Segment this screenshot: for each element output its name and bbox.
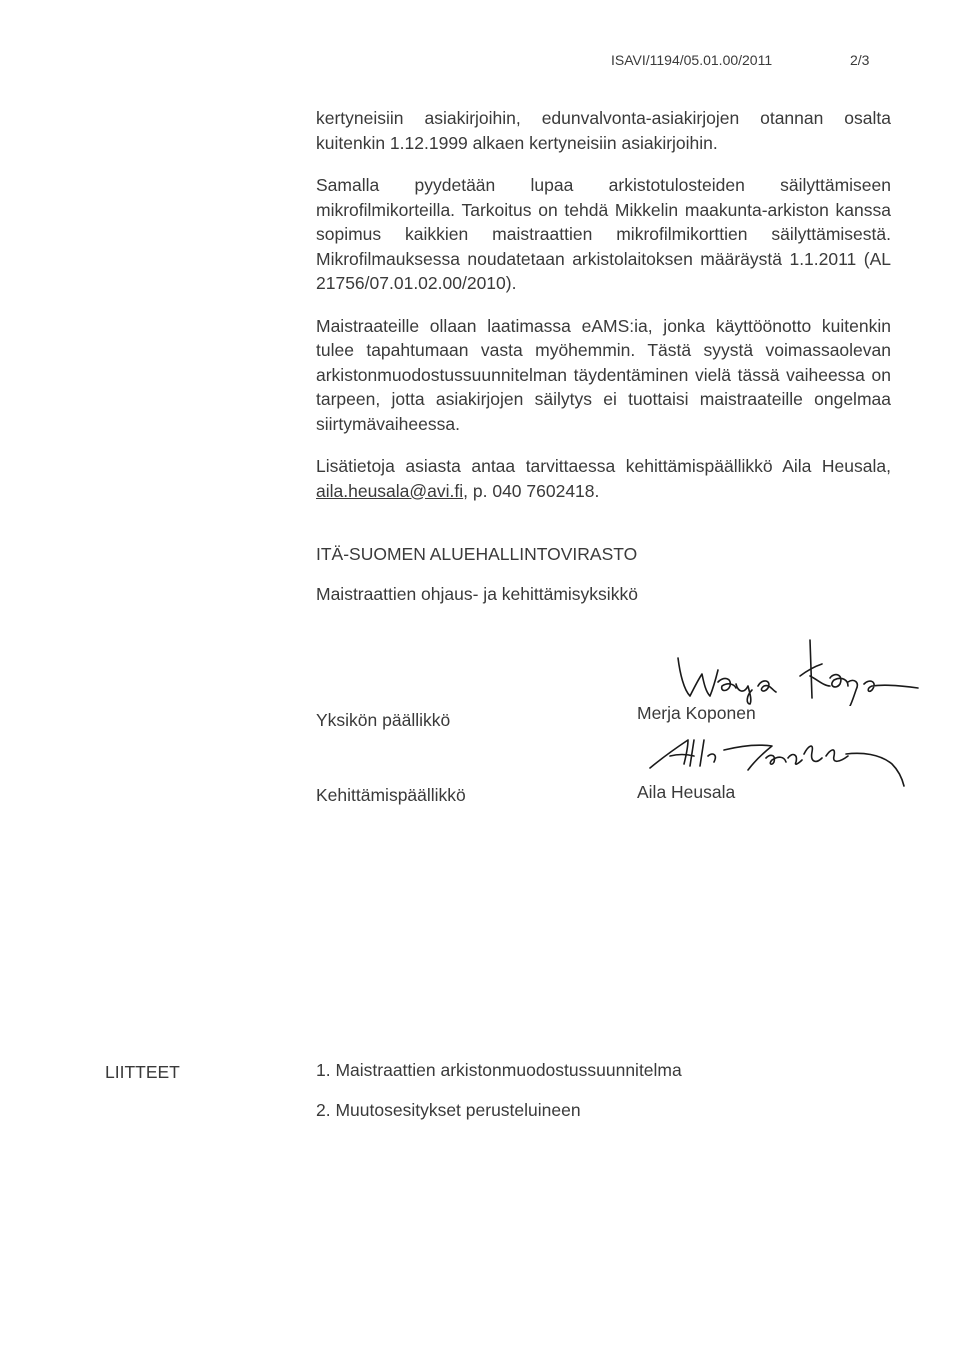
page-number: 2/3 <box>850 52 870 68</box>
attachment-item: 1. Maistraattien arkistonmuodostussuunnitelma <box>316 1060 682 1080</box>
signer-2-name: Aila Heusala <box>637 782 736 802</box>
contact-text: Lisätietoja asiasta antaa tarvittaessa kehittämispäällikkö Aila Heusala, <box>316 456 891 476</box>
email-link[interactable]: aila.heusala@avi.fi <box>316 480 464 501</box>
paragraph-4 <box>316 454 891 503</box>
document-reference: ISAVI/1194/05.01.00/2011 <box>611 52 773 68</box>
organization-name: ITÄ-SUOMEN ALUEHALLINTOVIRASTO <box>316 544 638 564</box>
unit-name: Maistraattien ohjaus- ja kehittämisyksikkö <box>316 584 638 604</box>
attachment-item: 2. Muutosesitykset perusteluineen <box>316 1100 581 1120</box>
paragraph-3: Maistraateille ollaan laatimassa eAMS:ia, jonka käyttöönotto kuitenkin tulee tapahtumaan vasta myöhemmin. Tästä syystä voimassaolevan arkistonmuodostussuunnitelman täydentäminen vielä tässä vaiheessa on tarpeen, jotta asiakirjojen säilytys ei tuottaisi maistraateille ongelmaa siirtymävaiheessa. <box>316 315 891 434</box>
signer-1-name: Merja Koponen <box>637 703 756 723</box>
phone-text: , p. 040 7602418. <box>463 480 600 501</box>
paragraph-2: Samalla pyydetään lupaa arkistotulosteiden säilyttämiseen mikrofilmikorteilla. Tarkoitus on tehdä Mikkelin maakunta-arkiston kanssa sopimus kaikkien maistraattien mikrofilmikorttien säilyttämisestä. Mikrofilmauksessa noudatetaan arkistolaitoksen määräystä 1.1.2011 (AL 21756/07.01.02.00/2010). <box>316 175 891 293</box>
paragraph-1: kertyneisiin asiakirjoihin, edunvalvonta-asiakirjojen otannan osalta kuitenkin 1.12.1999 alkaen kertyneisiin asiakirjoihin. <box>316 108 891 153</box>
signer-2-role: Kehittämispäällikkö <box>316 785 466 805</box>
letter-body <box>316 106 891 521</box>
attachments-heading: LIITTEET <box>105 1062 180 1082</box>
signer-1-role: Yksikön päällikkö <box>316 710 451 730</box>
signature-koponen <box>672 636 922 706</box>
